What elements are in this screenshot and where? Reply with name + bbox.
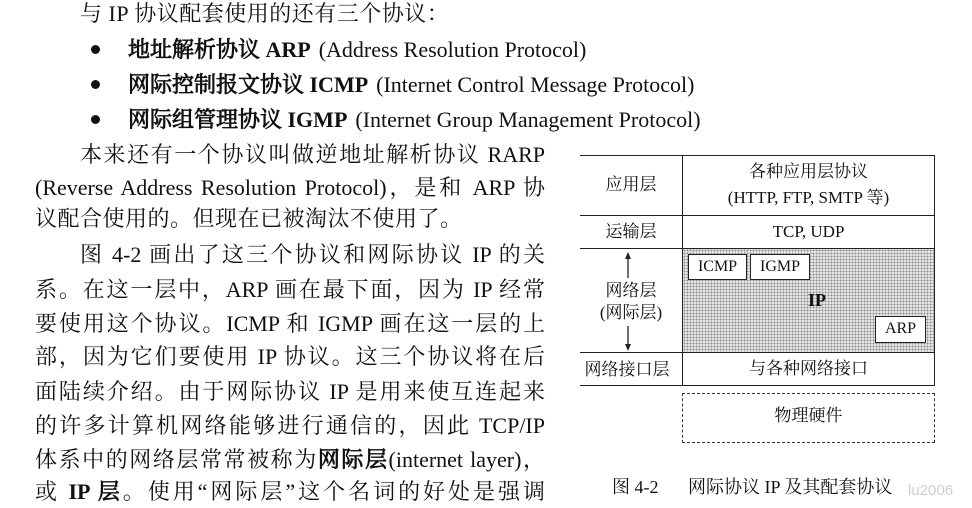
bullet-icon bbox=[91, 80, 100, 89]
layer-label-network: 网络层 bbox=[605, 281, 657, 300]
protocol-expansion: (Internet Group Management Protocol) bbox=[355, 107, 701, 132]
paragraph-line: 部，因为它们要使用 IP 协议。这三个协议将在后 bbox=[35, 344, 545, 369]
protocol-term: 网际控制报文协议 ICMP bbox=[128, 72, 369, 97]
bullet-icon bbox=[91, 115, 100, 124]
figure-rule bbox=[580, 155, 935, 156]
paragraph-line: 系。在这一层中，ARP 画在最下面，因为 IP 经常 bbox=[35, 277, 545, 302]
layer-label-application: 应用层 bbox=[605, 175, 657, 194]
paragraph-line: (Reverse Address Resolution Protocol)，是和 ARP 协 bbox=[35, 175, 545, 200]
transport-protocols: TCP, UDP bbox=[772, 222, 845, 241]
figure-caption-number: 图 4-2 bbox=[612, 477, 659, 497]
paragraph-line: 的许多计算机网络能够进行通信的，因此 TCP/IP bbox=[35, 413, 545, 438]
bold-term: IP 层 bbox=[68, 479, 123, 504]
ip-label: IP bbox=[808, 290, 826, 310]
physical-hardware-label: 物理硬件 bbox=[774, 406, 843, 425]
protocol-expansion: (Internet Control Message Protocol) bbox=[376, 72, 695, 97]
text-segment: (internet layer)， bbox=[388, 447, 545, 472]
paragraph-line: 议配合使用的。但现在已被淘汰不使用了。 bbox=[35, 206, 463, 231]
figure-rule bbox=[580, 352, 935, 353]
protocol-expansion: (Address Resolution Protocol) bbox=[318, 37, 587, 62]
application-examples: (HTTP, FTP, SMTP 等) bbox=[727, 188, 890, 207]
layer-label-transport: 运输层 bbox=[605, 222, 657, 241]
arrow-up-icon bbox=[623, 252, 633, 278]
text-segment: 。使用“网际层”这个名词的好处是强调 bbox=[122, 479, 545, 504]
protocol-term: 地址解析协议 ARP bbox=[128, 37, 311, 62]
bold-term: 网际层 bbox=[317, 447, 389, 472]
figure-rule bbox=[580, 385, 935, 386]
link-protocols: 与各种网络接口 bbox=[749, 359, 868, 378]
paragraph-line bbox=[35, 476, 545, 508]
layer-label-internet: (网际层) bbox=[599, 303, 663, 322]
protocol-term: 网际组管理协议 IGMP bbox=[128, 107, 348, 132]
application-protocols: 各种应用层协议 bbox=[749, 162, 868, 181]
intro-sentence: 与 IP 协议配套使用的还有三个协议： bbox=[80, 1, 450, 26]
paragraph-line: 图 4-2 画出了这三个协议和网际协议 IP 的关 bbox=[80, 242, 545, 267]
layer-label-link: 网络接口层 bbox=[584, 360, 670, 379]
paragraph-line: 本来还有一个协议叫做逆地址解析协议 RARP bbox=[80, 142, 545, 167]
list-item bbox=[91, 69, 694, 101]
bullet-icon bbox=[91, 45, 100, 54]
figure-rule bbox=[580, 248, 935, 249]
igmp-box: IGMP bbox=[750, 254, 810, 280]
icmp-box: ICMP bbox=[688, 254, 747, 280]
paragraph-line bbox=[35, 444, 545, 476]
figure-caption-title: 网际协议 IP 及其配套协议 bbox=[688, 477, 893, 497]
arrow-down-icon bbox=[623, 326, 633, 351]
watermark: lu2006 bbox=[908, 482, 954, 499]
text-segment: 或 bbox=[35, 479, 69, 504]
paragraph-line: 面陆续介绍。由于网际协议 IP 是用来使互连起来 bbox=[35, 379, 545, 404]
list-item bbox=[91, 104, 701, 136]
arp-box: ARP bbox=[875, 316, 926, 343]
list-item bbox=[91, 34, 586, 66]
figure-rule bbox=[580, 215, 935, 216]
text-segment: 体系中的网络层常常被称为 bbox=[35, 447, 318, 472]
paragraph-line: 要使用这个协议。ICMP 和 IGMP 画在这一层的上 bbox=[35, 311, 545, 336]
